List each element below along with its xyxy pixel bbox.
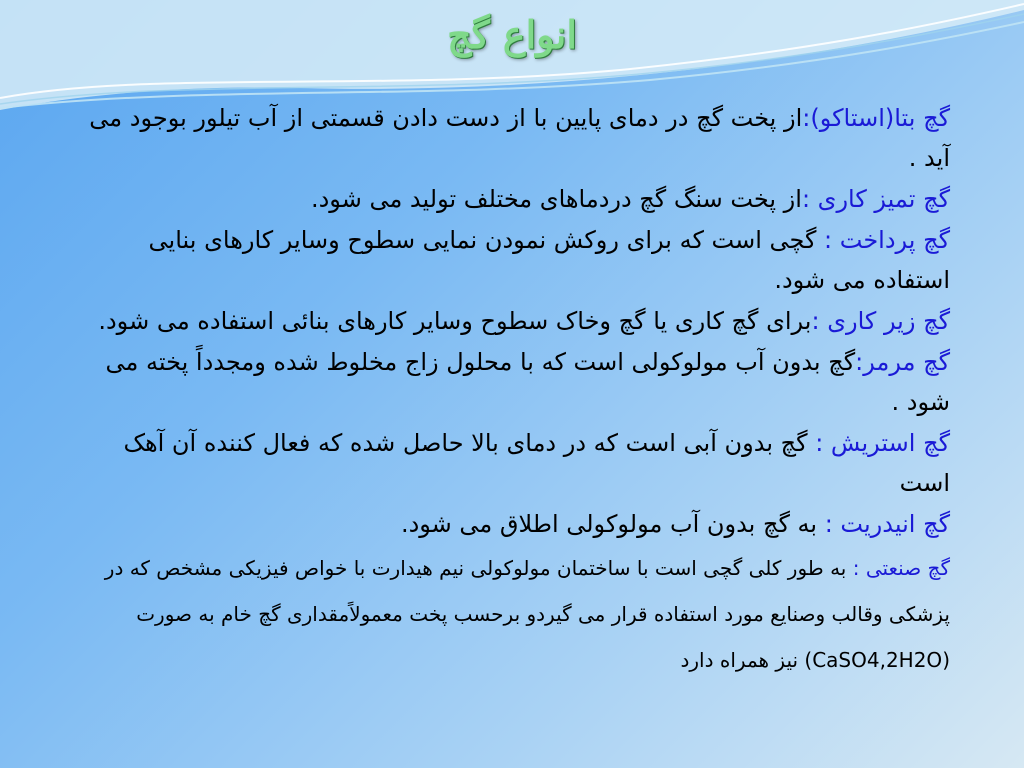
item-text: به گچ بدون آب مولوکولی اطلاق می شود.	[400, 510, 825, 538]
item-text: به طور کلی گچی است با ساختمان مولوکولی نیم هیدارت با خواص فیزیکی مشخص که در پزشکی وقالب وصنایع مورد استفاده قرار می گیردو برحسب پخت معمولاًمقداری گچ خام به صورت (CaSO4,2H2O) نیز همراه دارد	[104, 556, 950, 672]
list-item	[70, 504, 950, 544]
item-term: گچ پرداخت :	[824, 226, 950, 254]
item-term: گچ بتا(استاکو):	[802, 104, 950, 132]
item-term: گچ صنعتی :	[852, 556, 950, 580]
slide-body	[70, 98, 950, 684]
item-text: گچ بدون آبی است که در دمای بالا حاصل شده که فعال کننده آن آهک است	[123, 429, 950, 497]
item-text: گچ بدون آب مولوکولی است که با محلول زاج مخلوط شده ومجدداً پخته می شود .	[105, 348, 950, 416]
item-term: گچ تمیز کاری :	[801, 185, 950, 213]
item-term: گچ استریش :	[815, 429, 950, 457]
list-item	[70, 220, 950, 300]
item-term: گچ انیدریت :	[824, 510, 950, 538]
list-item	[70, 545, 950, 683]
item-text: از پخت سنگ گچ دردماهای مختلف تولید می شود.	[310, 185, 802, 213]
item-text: از پخت گچ در دمای پایین با از دست دادن قسمتی از آب تیلور بوجود می آید .	[89, 104, 950, 172]
list-item	[70, 179, 950, 219]
list-item	[70, 342, 950, 422]
item-text: گچی است که برای روکش نمودن نمایی سطوح وسایر کارهای بنایی استفاده می شود.	[148, 226, 950, 294]
slide-title: انواع گچ	[447, 12, 577, 57]
item-term: گچ زیر کاری :	[811, 307, 950, 335]
list-item	[70, 423, 950, 503]
list-item	[70, 301, 950, 341]
list-item	[70, 98, 950, 178]
item-text: برای گچ کاری یا گچ وخاک سطوح وسایر کارهای بنائی استفاده می شود.	[98, 307, 812, 335]
item-term: گچ مرمر:	[855, 348, 950, 376]
